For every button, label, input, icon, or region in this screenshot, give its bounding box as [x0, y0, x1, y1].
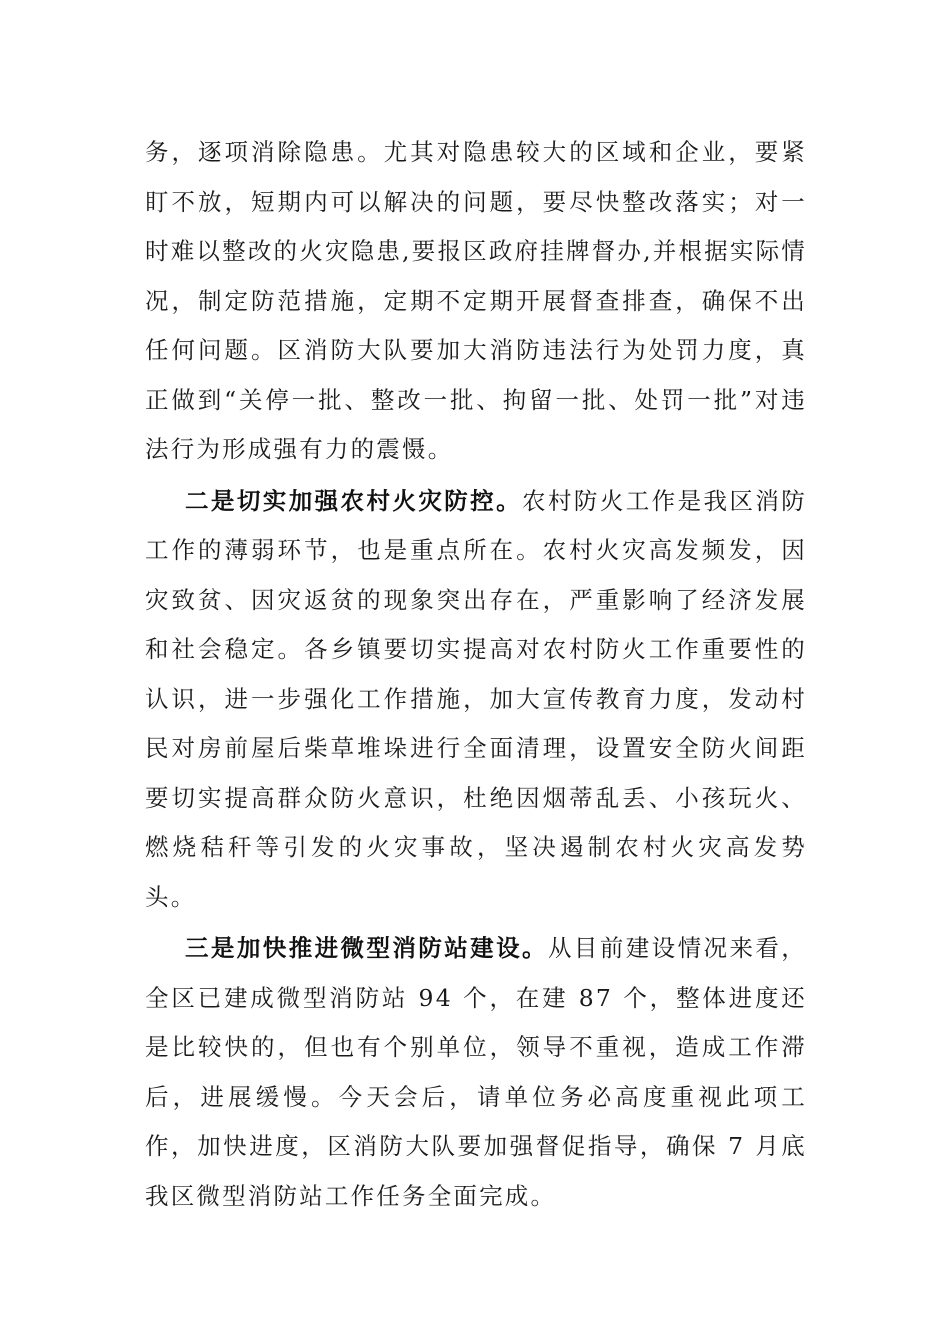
paragraph-text: 务，逐项消除隐患。尤其对隐患较大的区域和企业，要紧盯不放，短期内可以解决的问题，要尽快整改落实；对一时难以整改的火灾隐患,要报区政府挂牌督办,并根据实际情况，制定防范措施，定期不定期开展督查排查，确保不出任何问题。区消防大队要加大消防违法行为处罚力度，真正做到“关停一批、整改一批、拘留一批、处罚一批”对违法行为形成强有力的震慑。 — [145, 138, 807, 463]
paragraph-heading: 三是加快推进微型消防站建设。 — [185, 934, 548, 962]
paragraph-text: 农村防火工作是我区消防工作的薄弱环节，也是重点所在。农村火灾高发频发，因灾致贫、因灾返贫的现象突出存在，严重影响了经济发展和社会稳定。各乡镇要切实提高对农村防火工作重要性的认识，进一步强化工作措施，加大宣传教育力度，发动村民对房前屋后柴草堆垛进行全面清理，设置安全防火间距要切实提高群众防火意识，杜绝因烟蒂乱丢、小孩玩火、燃烧秸秆等引发的火灾事故，坚决遏制农村火灾高发势头。 — [145, 486, 808, 911]
document-page — [145, 128, 807, 1221]
paragraph-continuation — [145, 128, 807, 475]
paragraph-heading: 二是切实加强农村火灾防控。 — [185, 486, 523, 515]
paragraph-rural-fire-control — [145, 477, 807, 923]
paragraph-text: 从目前建设情况来看，全区已建成微型消防站 94 个，在建 87 个，整体进度还是比较快的，但也有个别单位，领导不重视，造成工作滞后，进展缓慢。今天会后，请单位务必高度重视此项工作，加快进度，区消防大队要加强督促指导，确保 7 月底我区微型消防站工作任务全面完成。 — [145, 934, 807, 1210]
paragraph-micro-fire-station — [145, 924, 807, 1221]
